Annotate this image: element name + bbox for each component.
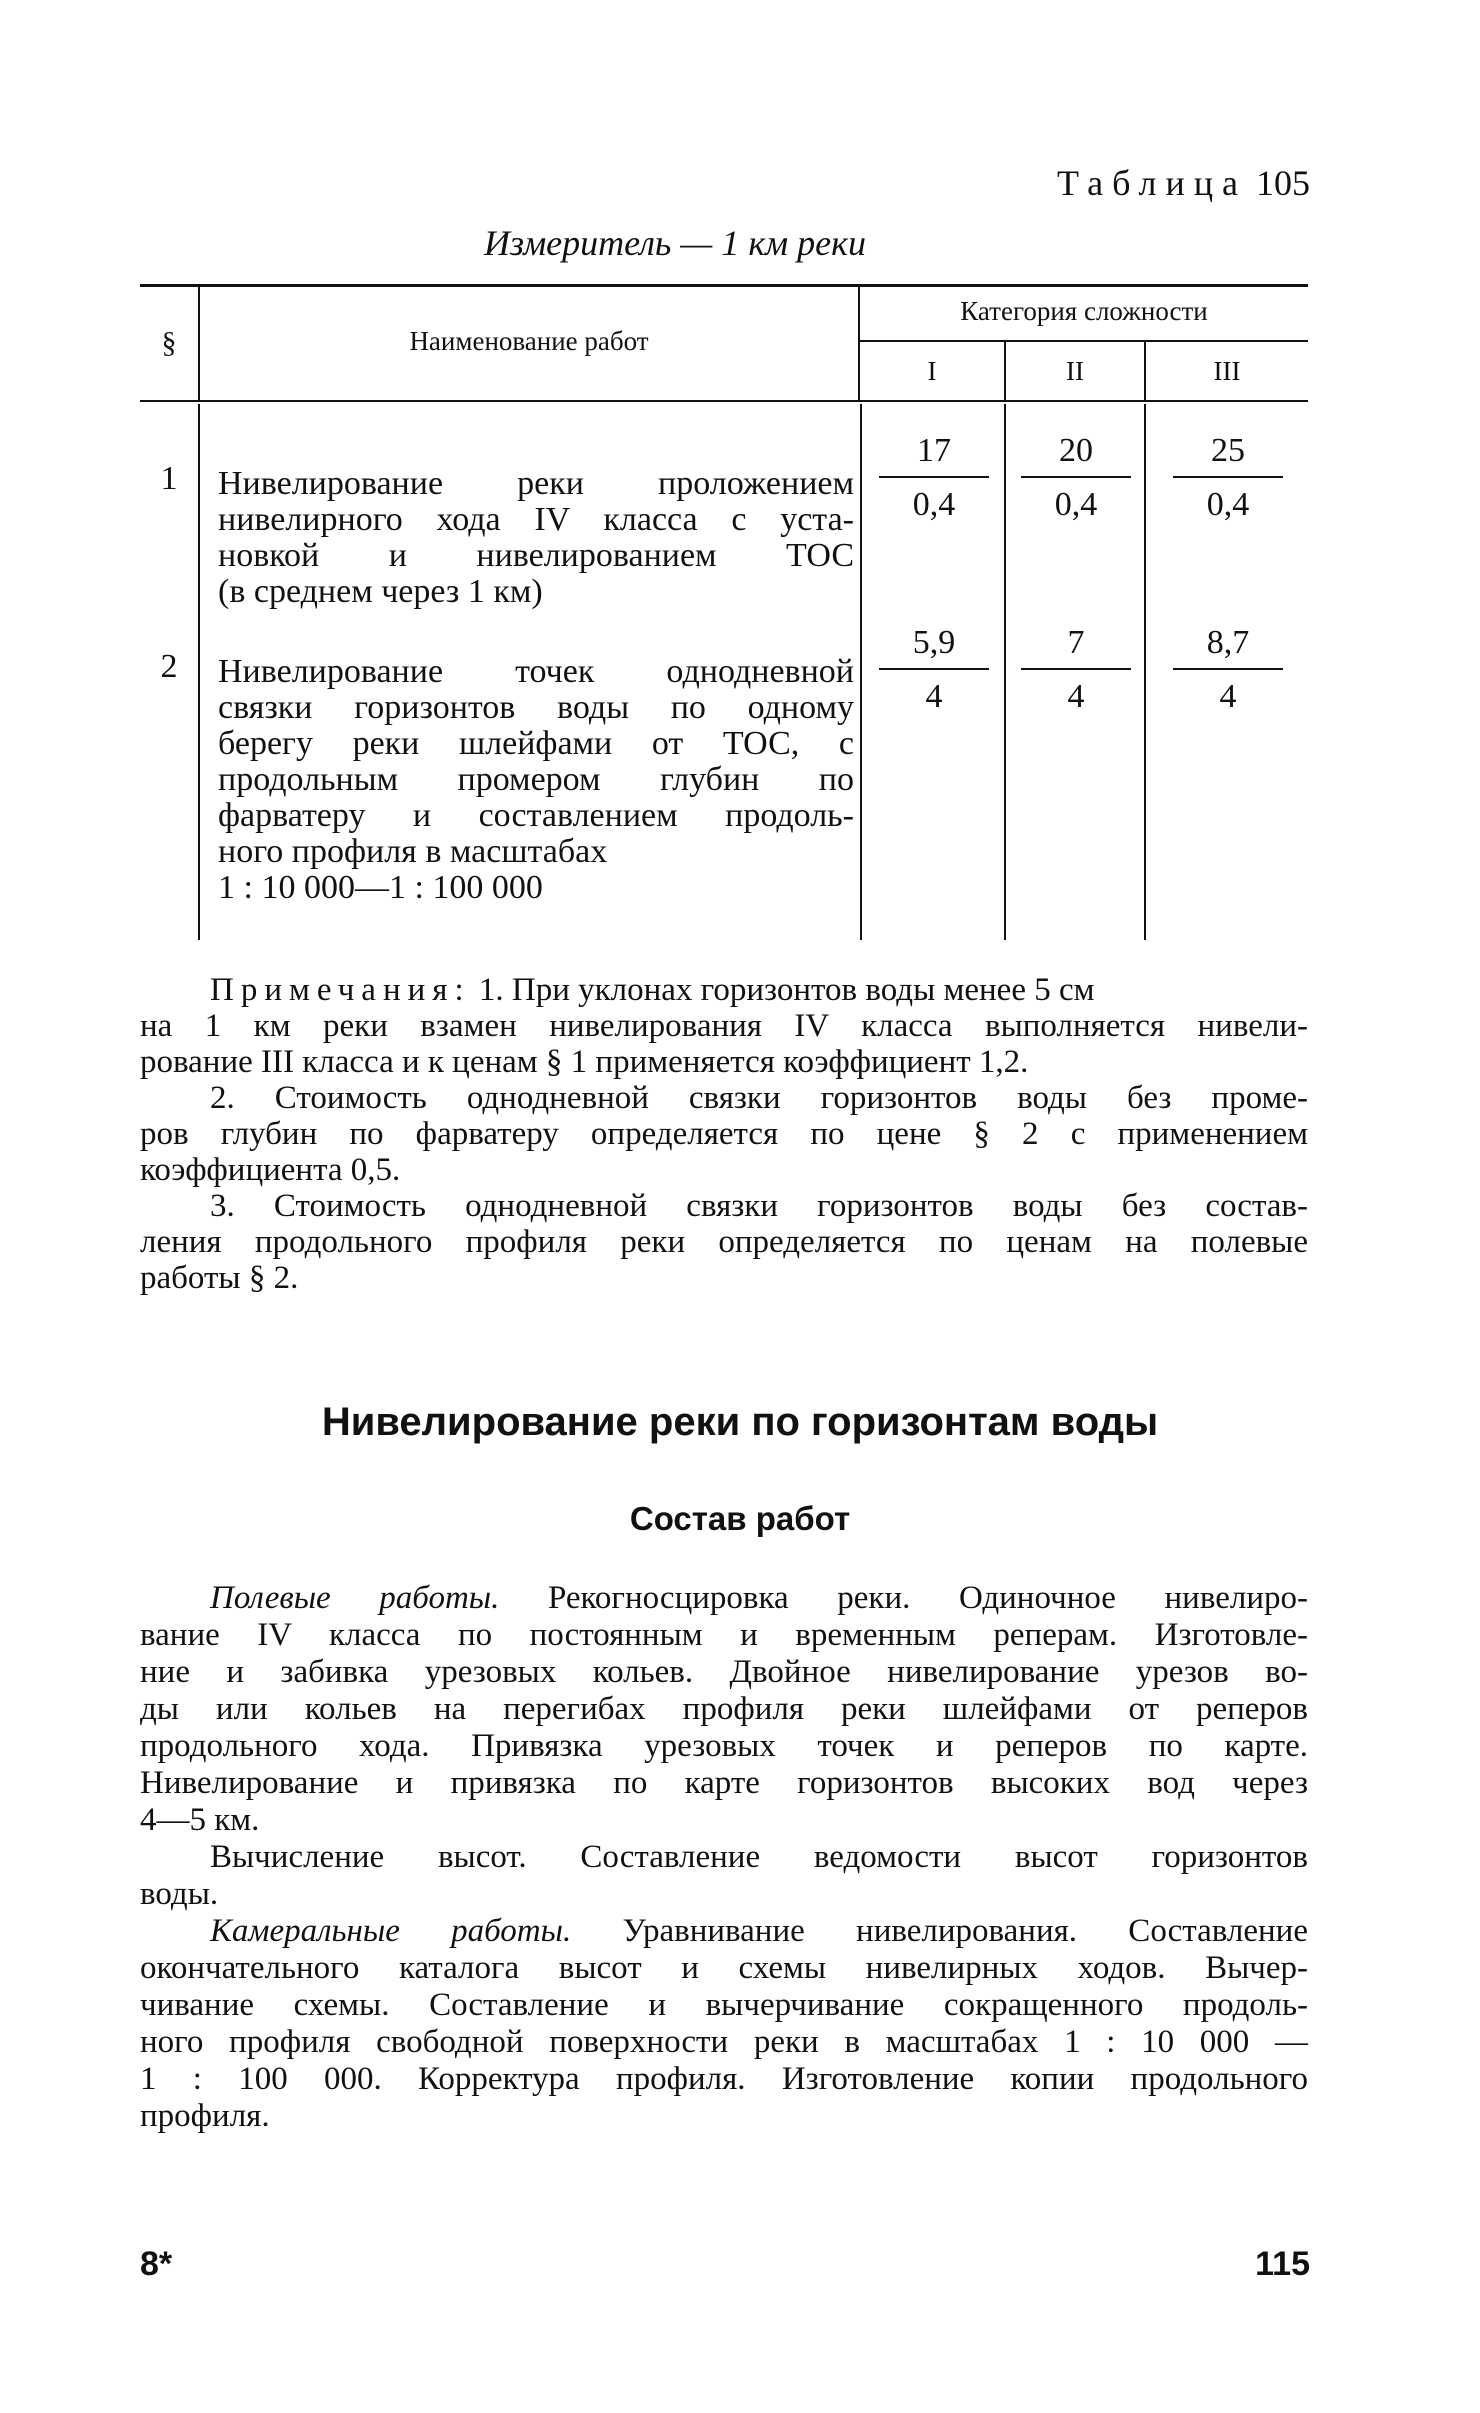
body-divider-4 [1144,404,1146,940]
unit-of-measure-text: Измеритель — 1 км реки [484,223,866,263]
note-line: рование III класса и к ценам § 1 применяется коэффициент 1,2. [140,1044,1029,1080]
desc-line: Нивелирование реки проложением [218,465,854,502]
body-line: ды или кольев на перегибах профиля реки шлейфами от реперов [140,1691,1308,1727]
price-cat-3 [1160,432,1296,524]
table-header-bottom-rule [140,400,1308,402]
body-divider-2 [860,404,862,940]
row-description [218,654,854,906]
body-line: 4—5 км. [140,1802,260,1838]
notes-heading: Примечания: [210,972,471,1008]
desc-line: (в среднем через 1 км) [218,573,543,610]
note-text: 1. При уклонах горизонтов воды менее 5 см [478,972,1095,1008]
body-line: 1 : 100 000. Корректура профиля. Изготовление копии продольного [140,2061,1308,2097]
calc-paragraph [140,1839,1308,1913]
header-category-3: III [1213,356,1241,386]
price-denominator: 4 [1219,678,1237,715]
desc-line: нивелирного хода IV класса с уста- [218,501,854,538]
field-works-paragraph [140,1580,1308,1839]
signature-mark: 8* [140,2245,173,2283]
price-cat-1 [866,432,1002,524]
section-title: Нивелирование реки по горизонтам воды [321,1400,1159,1444]
body-divider-3 [1004,404,1006,940]
row-description [218,466,854,610]
header-work-name: Наименование работ [409,326,649,356]
body-line [140,1580,1308,1617]
price-cat-3 [1160,624,1296,716]
body-line: чивание схемы. Составление и вычерчивание сокращенного продоль- [140,1987,1308,2023]
office-works-paragraph [140,1913,1308,2135]
note-line: коэффициента 0,5. [140,1152,401,1188]
price-denominator: 0,4 [1054,486,1098,523]
category-header-rule [860,340,1308,342]
body-line: продольного хода. Привязка урезовых точек и реперов по карте. [140,1728,1308,1764]
body-line: профиля. [140,2098,270,2134]
note-line: ления продольного профиля реки определяется по ценам на полевые [140,1224,1308,1260]
price-cat-2 [1008,624,1144,716]
body-line: вание IV класса по постоянным и временным реперам. Изготовле- [140,1617,1308,1653]
desc-line: 1 : 10 000—1 : 100 000 [218,869,543,906]
note-line: на 1 км реки взамен нивелирования IV класса выполняется нивели- [140,1008,1308,1044]
desc-line: Нивелирование точек однодневной [218,653,854,690]
office-works-label: Камеральные работы. [210,1913,572,1949]
body-divider-1 [198,404,200,940]
table-notes [140,972,1308,1296]
page-number: 115 [1255,2245,1310,2283]
header-paragraph: § [161,326,177,359]
price-numerator: 5,9 [912,624,956,661]
row-number: 2 [160,648,178,685]
header-category: Категория сложности [960,296,1208,326]
work-composition-text [140,1580,1308,2135]
table-label-word: Таблица [1057,163,1247,203]
body-line [140,1913,1308,1950]
field-works-label: Полевые работы. [210,1580,500,1616]
note-3 [140,1188,1308,1296]
price-denominator: 4 [1067,678,1085,715]
desc-line: ного профиля в масштабах [218,833,608,870]
desc-line: новкой и нивелированием ТОС [218,537,854,574]
note-line: ров глубин по фарватеру определяется по цене § 2 с применением [140,1116,1308,1152]
body-line: ного профиля свободной поверхности реки в масштабах 1 : 10 000 — [140,2024,1308,2060]
desc-line: связки горизонтов воды по одному [218,689,854,726]
price-numerator: 17 [917,432,951,469]
row-number: 1 [160,460,178,497]
note-2 [140,1080,1308,1188]
price-cat-1 [866,624,1002,716]
price-numerator: 8,7 [1206,624,1250,661]
desc-line: фарватеру и составлением продоль- [218,797,854,834]
body-line: ние и забивка урезовых кольев. Двойное нивелирование урезов во- [140,1654,1308,1690]
note-1 [140,972,1308,1080]
body-line: воды. [140,1876,219,1912]
note-line: работы § 2. [140,1260,299,1296]
body-line: окончательного каталога высот и схемы нивелирных ходов. Вычер- [140,1950,1308,1986]
table-label-number: 105 [1256,163,1310,203]
header-category-2: II [1066,356,1084,386]
note-line: 3. Стоимость однодневной связки горизонтов воды без состав- [210,1188,1308,1224]
desc-line: продольным промером глубин по [218,761,854,798]
header-category-1: I [927,356,937,386]
subsection-title: Состав работ [629,1500,851,1537]
note-line [140,972,1308,1008]
price-denominator: 4 [925,678,943,715]
price-numerator: 7 [1067,624,1085,661]
body-line: Вычисление высот. Составление ведомости высот горизонтов [210,1839,1308,1875]
unit-of-measure [0,222,1480,264]
table-top-rule [140,284,1308,287]
body-line: Нивелирование и привязка по карте горизонтов высоких вод через [140,1765,1308,1801]
price-cat-2 [1008,432,1144,524]
table-label [1057,162,1310,204]
note-line: 2. Стоимость однодневной связки горизонтов воды без проме- [210,1080,1308,1116]
price-numerator: 20 [1059,432,1093,469]
price-numerator: 25 [1211,432,1245,469]
desc-line: берегу реки шлейфами от ТОС, с [218,725,854,762]
body-text: Уравнивание нивелирования. Составление [571,1913,1308,1949]
price-denominator: 0,4 [912,486,956,523]
price-denominator: 0,4 [1206,486,1250,523]
body-text: Рекогносцировка реки. Одиночное нивелиро- [499,1580,1308,1616]
